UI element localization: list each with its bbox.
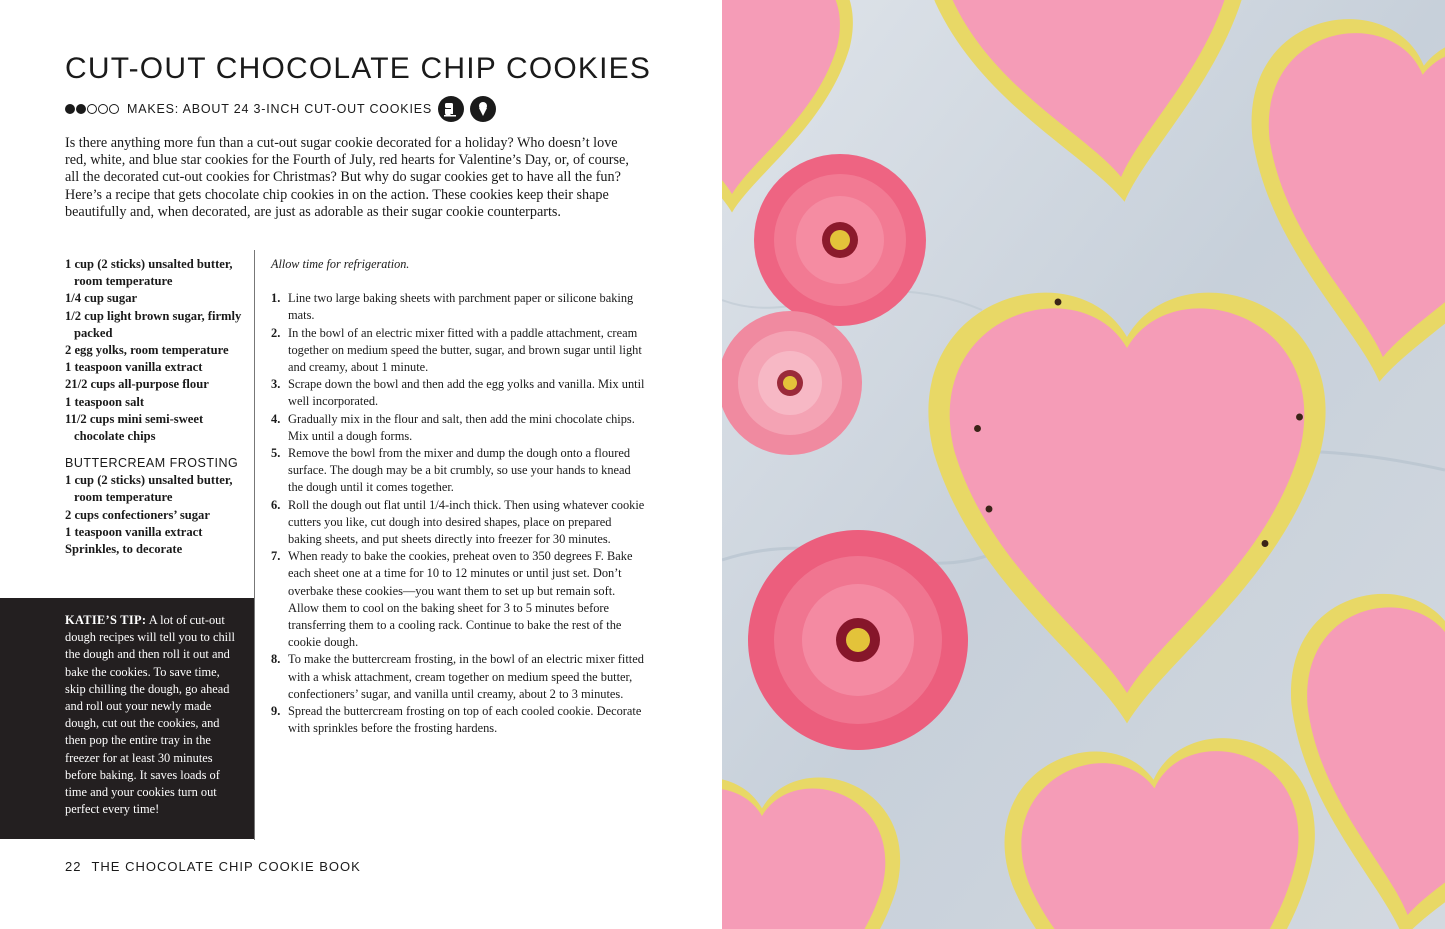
difficulty-dot-1 — [65, 104, 75, 114]
ingredient-item: 2 egg yolks, room temperature — [65, 343, 229, 358]
method-step — [271, 445, 646, 497]
ingredient-item: 1 teaspoon vanilla extract — [65, 360, 203, 375]
method-step — [271, 411, 646, 445]
method-step — [271, 703, 646, 737]
recipe-intro: Is there anything more fun than a cut-out sugar cookie decorated for a holiday? Who doesn’t love red, white, and blue star cookies for the Fourth of July, red hearts for Valentine’s Day, or, of course, all the decorated cut-out cookies for Christmas? But why do sugar cookies get to have all the fun? Here’s a recipe that gets chocolate chip cookies in on the action. These cookies keep their shape beautifully and, when decorated, are just as adorable as their sugar cookie counterparts. — [65, 135, 629, 220]
book-title: THE CHOCOLATE CHIP COOKIE BOOK — [91, 859, 361, 874]
frosting-ingredient-item: Sprinkles, to decorate — [65, 542, 183, 557]
recipe-page — [0, 0, 722, 929]
page-number: 22 — [65, 859, 82, 874]
step-text: Scrape down the bowl and then add the egg yolks and vanilla. Mix until well incorporated. — [288, 377, 645, 409]
step-number: 9. — [271, 704, 281, 719]
tip-text: A lot of cut-out dough recipes will tell you to chill the dough and then roll it out and bake the cookies. To save time, skip chilling the dough, go ahead and roll out your newly made dough, cut out the cookies, and then pop the entire tray in the freezer for at least 30 minutes before baking. It saves loads of time and your cookies turn out perfect every time! — [65, 613, 235, 817]
method-step — [271, 548, 646, 651]
method-step — [271, 497, 646, 549]
difficulty-rating — [65, 104, 119, 114]
frosting-ingredient-item: 2 cups confectioners’ sugar — [65, 507, 210, 522]
difficulty-dot-4 — [98, 104, 108, 114]
page-footer — [65, 859, 361, 874]
recipe-title: CUT-OUT CHOCOLATE CHIP COOKIES — [65, 52, 652, 85]
method-step — [271, 651, 646, 703]
ingredient-item: 1 teaspoon salt — [65, 394, 145, 409]
ice-cream-icon — [470, 96, 496, 122]
cookie-photo — [722, 0, 1445, 929]
difficulty-dot-5 — [109, 104, 119, 114]
step-number: 6. — [271, 497, 281, 512]
difficulty-dot-3 — [87, 104, 97, 114]
ingredient-item: 21/2 cups all-purpose flour — [65, 377, 209, 392]
yield-text: MAKES: ABOUT 24 3-INCH CUT-OUT COOKIES — [127, 102, 432, 116]
step-text: Spread the buttercream frosting on top of each cooled cookie. Decorate with sprinkles before the frosting hardens. — [288, 704, 642, 736]
recipe-meta-row — [65, 96, 496, 122]
step-text: In the bowl of an electric mixer fitted with a paddle attachment, cream together on medium speed the butter, sugar, and brown sugar until light and creamy, about 1 minute. — [288, 325, 642, 375]
step-number: 8. — [271, 652, 281, 667]
ingredient-item: 1 cup (2 sticks) unsalted butter, room temperature — [65, 257, 233, 289]
step-number: 2. — [271, 325, 281, 340]
frosting-ingredient-item: 1 cup (2 sticks) unsalted butter, room temperature — [65, 473, 233, 505]
tip-label: KATIE’S TIP: — [65, 613, 147, 627]
zinnia-flower-middle — [722, 311, 862, 455]
method-step — [271, 325, 646, 377]
refrigeration-note: Allow time for refrigeration. — [271, 257, 410, 271]
step-number: 3. — [271, 377, 281, 392]
difficulty-dot-2 — [76, 104, 86, 114]
tip-box — [0, 598, 254, 839]
zinnia-flower-top — [754, 154, 926, 326]
ingredients-list — [65, 256, 245, 558]
method-step — [271, 376, 646, 410]
ingredient-item: 1/4 cup sugar — [65, 291, 138, 306]
mixer-icon — [438, 96, 464, 122]
frosting-ingredient-item: 1 teaspoon vanilla extract — [65, 524, 203, 539]
step-number: 5. — [271, 446, 281, 461]
step-text: Line two large baking sheets with parchment paper or silicone baking mats. — [288, 291, 634, 323]
method-step — [271, 290, 646, 324]
step-number: 1. — [271, 291, 281, 306]
step-text: Gradually mix in the flour and salt, then add the mini chocolate chips. Mix until a dough forms. — [288, 411, 635, 443]
column-divider — [254, 250, 255, 840]
step-number: 4. — [271, 411, 281, 426]
step-text: Roll the dough out flat until 1/4-inch thick. Then using whatever cookie cutters you like, cut dough into desired shapes, place on prepared baking sheets, and put sheets directly into freezer for 30 minutes. — [288, 497, 645, 547]
photo-illustration — [722, 0, 1445, 929]
method-column — [271, 256, 646, 737]
step-number: 7. — [271, 549, 281, 564]
step-text: When ready to bake the cookies, preheat oven to 350 degrees F. Bake each sheet one at a time for 10 to 12 minutes or until just set. Don’t overbake these cookies—you want them to set up but remain soft. Allow them to cool on the baking sheet for 3 to 5 minutes before transferring them to a cooling rack. Continue to bake the rest of the cookie dough. — [288, 549, 633, 650]
ingredient-item: 11/2 cups mini semi-sweet chocolate chips — [65, 411, 204, 444]
ingredient-item: 1/2 cup light brown sugar, firmly packed — [65, 308, 242, 340]
heart-cookie-left-bottom — [722, 777, 900, 929]
step-text: To make the buttercream frosting, in the bowl of an electric mixer fitted with a whisk attachment, cream together on medium speed the butter, confectioners’ sugar, and vanilla until creamy, about 2 to 3 minutes. — [288, 652, 644, 701]
step-text: Remove the bowl from the mixer and dump the dough onto a floured surface. The dough may be a bit crumbly, so use your hands to knead the dough until it comes together. — [288, 446, 631, 495]
zinnia-flower-bottom — [748, 530, 968, 750]
frosting-heading: BUTTERCREAM FROSTING — [65, 456, 239, 471]
